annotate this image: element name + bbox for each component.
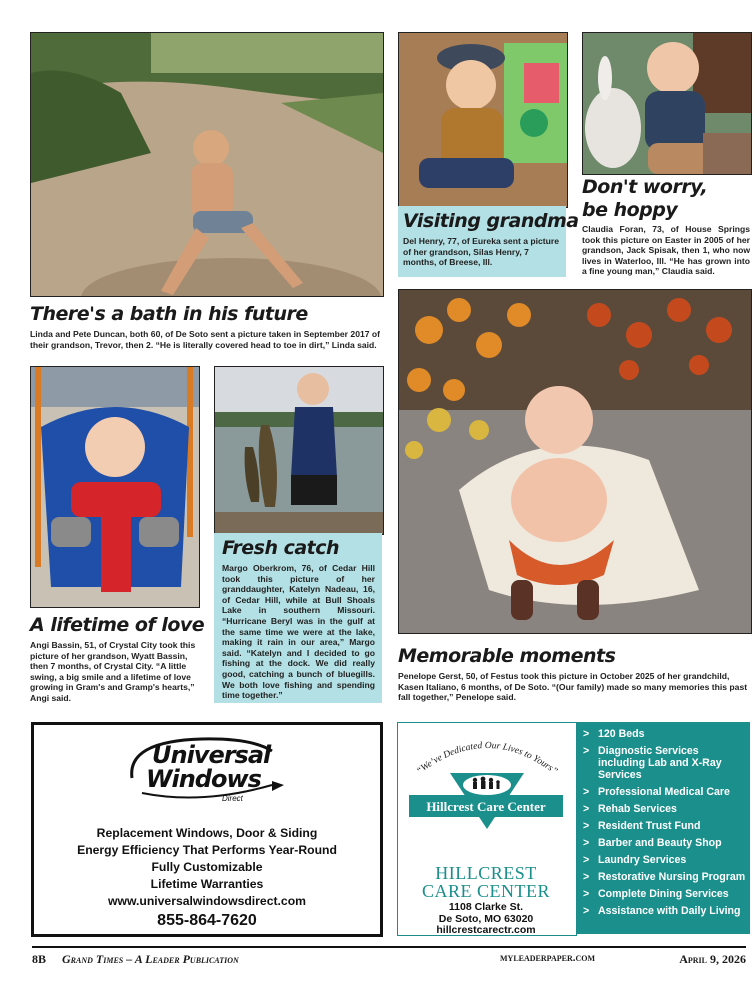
photo-moments: [398, 289, 752, 634]
page-number: 8B: [32, 952, 47, 966]
caption-bath: Linda and Pete Duncan, both 60, of De Soto sent a picture taken in September 2017 of their grandson, Trevor, then 2. “He is literally covered head to toe in dirt,” Linda said.: [30, 329, 381, 350]
photo-love: [30, 366, 200, 608]
caption-love: Angi Bassin, 51, of Crystal City took this picture of her grandson, Wyatt Bassin, then 7 months, of Crystal City. “A little swing, a big smile and a lifetime of love growing in Gram's and Gramp's hearts,” Angi said.: [30, 640, 196, 703]
uw-logo-line1: Universal: [152, 741, 271, 769]
headline-catch: Fresh catch: [222, 537, 340, 559]
service-item: > Assistance with Daily Living: [583, 905, 746, 917]
ad-hillcrest-services-panel: [577, 722, 750, 934]
service-item: > Diagnostic Services including Lab and X-Ray Services: [583, 745, 746, 781]
hillcrest-name-2: CARE CENTER: [421, 881, 550, 901]
headline-hoppy-2: be hoppy: [582, 199, 678, 221]
uw-text-block: [34, 825, 380, 929]
caption-grandma: Del Henry, 77, of Eureka sent a picture of her grandson, Silas Henry, 7 months, of Breese, Ill.: [403, 236, 560, 268]
ad-hillcrest-logo-panel[interactable]: [397, 722, 577, 936]
photo-bath-image: [31, 33, 383, 296]
service-item: > 120 Beds: [583, 728, 746, 740]
photo-hoppy: [582, 32, 752, 175]
footer-date: April 9, 2026: [679, 952, 746, 966]
headline-grandma: Visiting grandma: [403, 210, 579, 232]
photo-bath: [30, 32, 384, 297]
uw-line-2: Energy Efficiency That Performs Year-Round: [77, 843, 337, 857]
uw-website[interactable]: www.universalwindowsdirect.com: [108, 894, 306, 908]
photo-love-image: [31, 367, 199, 607]
service-item: > Professional Medical Care: [583, 786, 746, 798]
hillcrest-name-1: HILLCREST: [435, 863, 537, 883]
service-item: > Laundry Services: [583, 854, 746, 866]
hillcrest-address-2: De Soto, MO 63020: [438, 913, 534, 925]
hillcrest-emblem-icon: [402, 725, 572, 843]
photo-grandma-image: [399, 33, 567, 207]
caption-moments: Penelope Gerst, 50, of Festus took this picture in October 2025 of her grandchild, Kasen Italiano, 6 months, of De Soto. “(Our family) made so many memories this past fall together,” Penelope said.: [398, 671, 748, 703]
photo-moments-image: [399, 290, 751, 633]
hillcrest-website[interactable]: hillcrestcarectr.com: [436, 924, 536, 936]
uw-line-1: Replacement Windows, Door & Siding: [96, 826, 318, 840]
hillcrest-services-list: [577, 722, 750, 917]
photo-catch-image: [215, 367, 383, 534]
service-item: > Resident Trust Fund: [583, 820, 746, 832]
hillcrest-address-1: 1108 Clarke St.: [448, 901, 524, 913]
headline-bath: There's a bath in his future: [30, 303, 308, 325]
uw-line-4: Lifetime Warranties: [150, 877, 264, 891]
photo-grandma: [398, 32, 568, 208]
photo-catch: [214, 366, 384, 535]
headline-hoppy-1: Don't worry,: [582, 176, 708, 198]
service-item: > Complete Dining Services: [583, 888, 746, 900]
headline-moments: Memorable moments: [398, 645, 616, 667]
publication-name: Grand Times – A Leader Publication: [62, 952, 239, 966]
caption-hoppy: Claudia Foran, 73, of House Springs took this picture on Easter in 2005 of her grandson, Jack Spisak, then 1, who now lives in Waterloo, Ill. “He has grown into a fine young man,” Claudia said.: [582, 224, 750, 277]
hillcrest-banner-text: Hillcrest Care Center: [426, 799, 546, 814]
service-item: > Barber and Beauty Shop: [583, 837, 746, 849]
caption-catch: Margo Oberkrom, 76, of Cedar Hill took this picture of her granddaughter, Katelyn Nadeau, 16, of Cedar Hill, while at Bull Shoals Lake in southern Missouri. “Hurricane Beryl was in the gulf at the same time we were at the lake, making it rain in our area,” Margo said. “Katelyn and I decided to go fishing at the dock. We did really good, catching a bunch of bluegills. We both love fishing and spending time together.”: [222, 563, 375, 701]
photo-hoppy-image: [583, 33, 751, 174]
service-item: > Restorative Nursing Program: [583, 871, 746, 883]
uw-phone[interactable]: 855-864-7620: [157, 912, 257, 929]
page-footer: [32, 946, 746, 970]
uw-line-3: Fully Customizable: [151, 860, 263, 874]
uw-logo-line2: Windows: [146, 765, 261, 793]
footer-site[interactable]: myleaderpaper.com: [500, 952, 596, 964]
uw-logo-sub: Direct: [222, 794, 243, 803]
hillcrest-arc-text: “We’ve Dedicated Our Lives to Yours”: [414, 740, 560, 777]
headline-love: A lifetime of love: [30, 614, 205, 636]
ad-universal-windows[interactable]: [31, 722, 383, 937]
svg-text:“We’ve Dedicated Our Lives to: [415, 741, 559, 777]
service-item: > Rehab Services: [583, 803, 746, 815]
